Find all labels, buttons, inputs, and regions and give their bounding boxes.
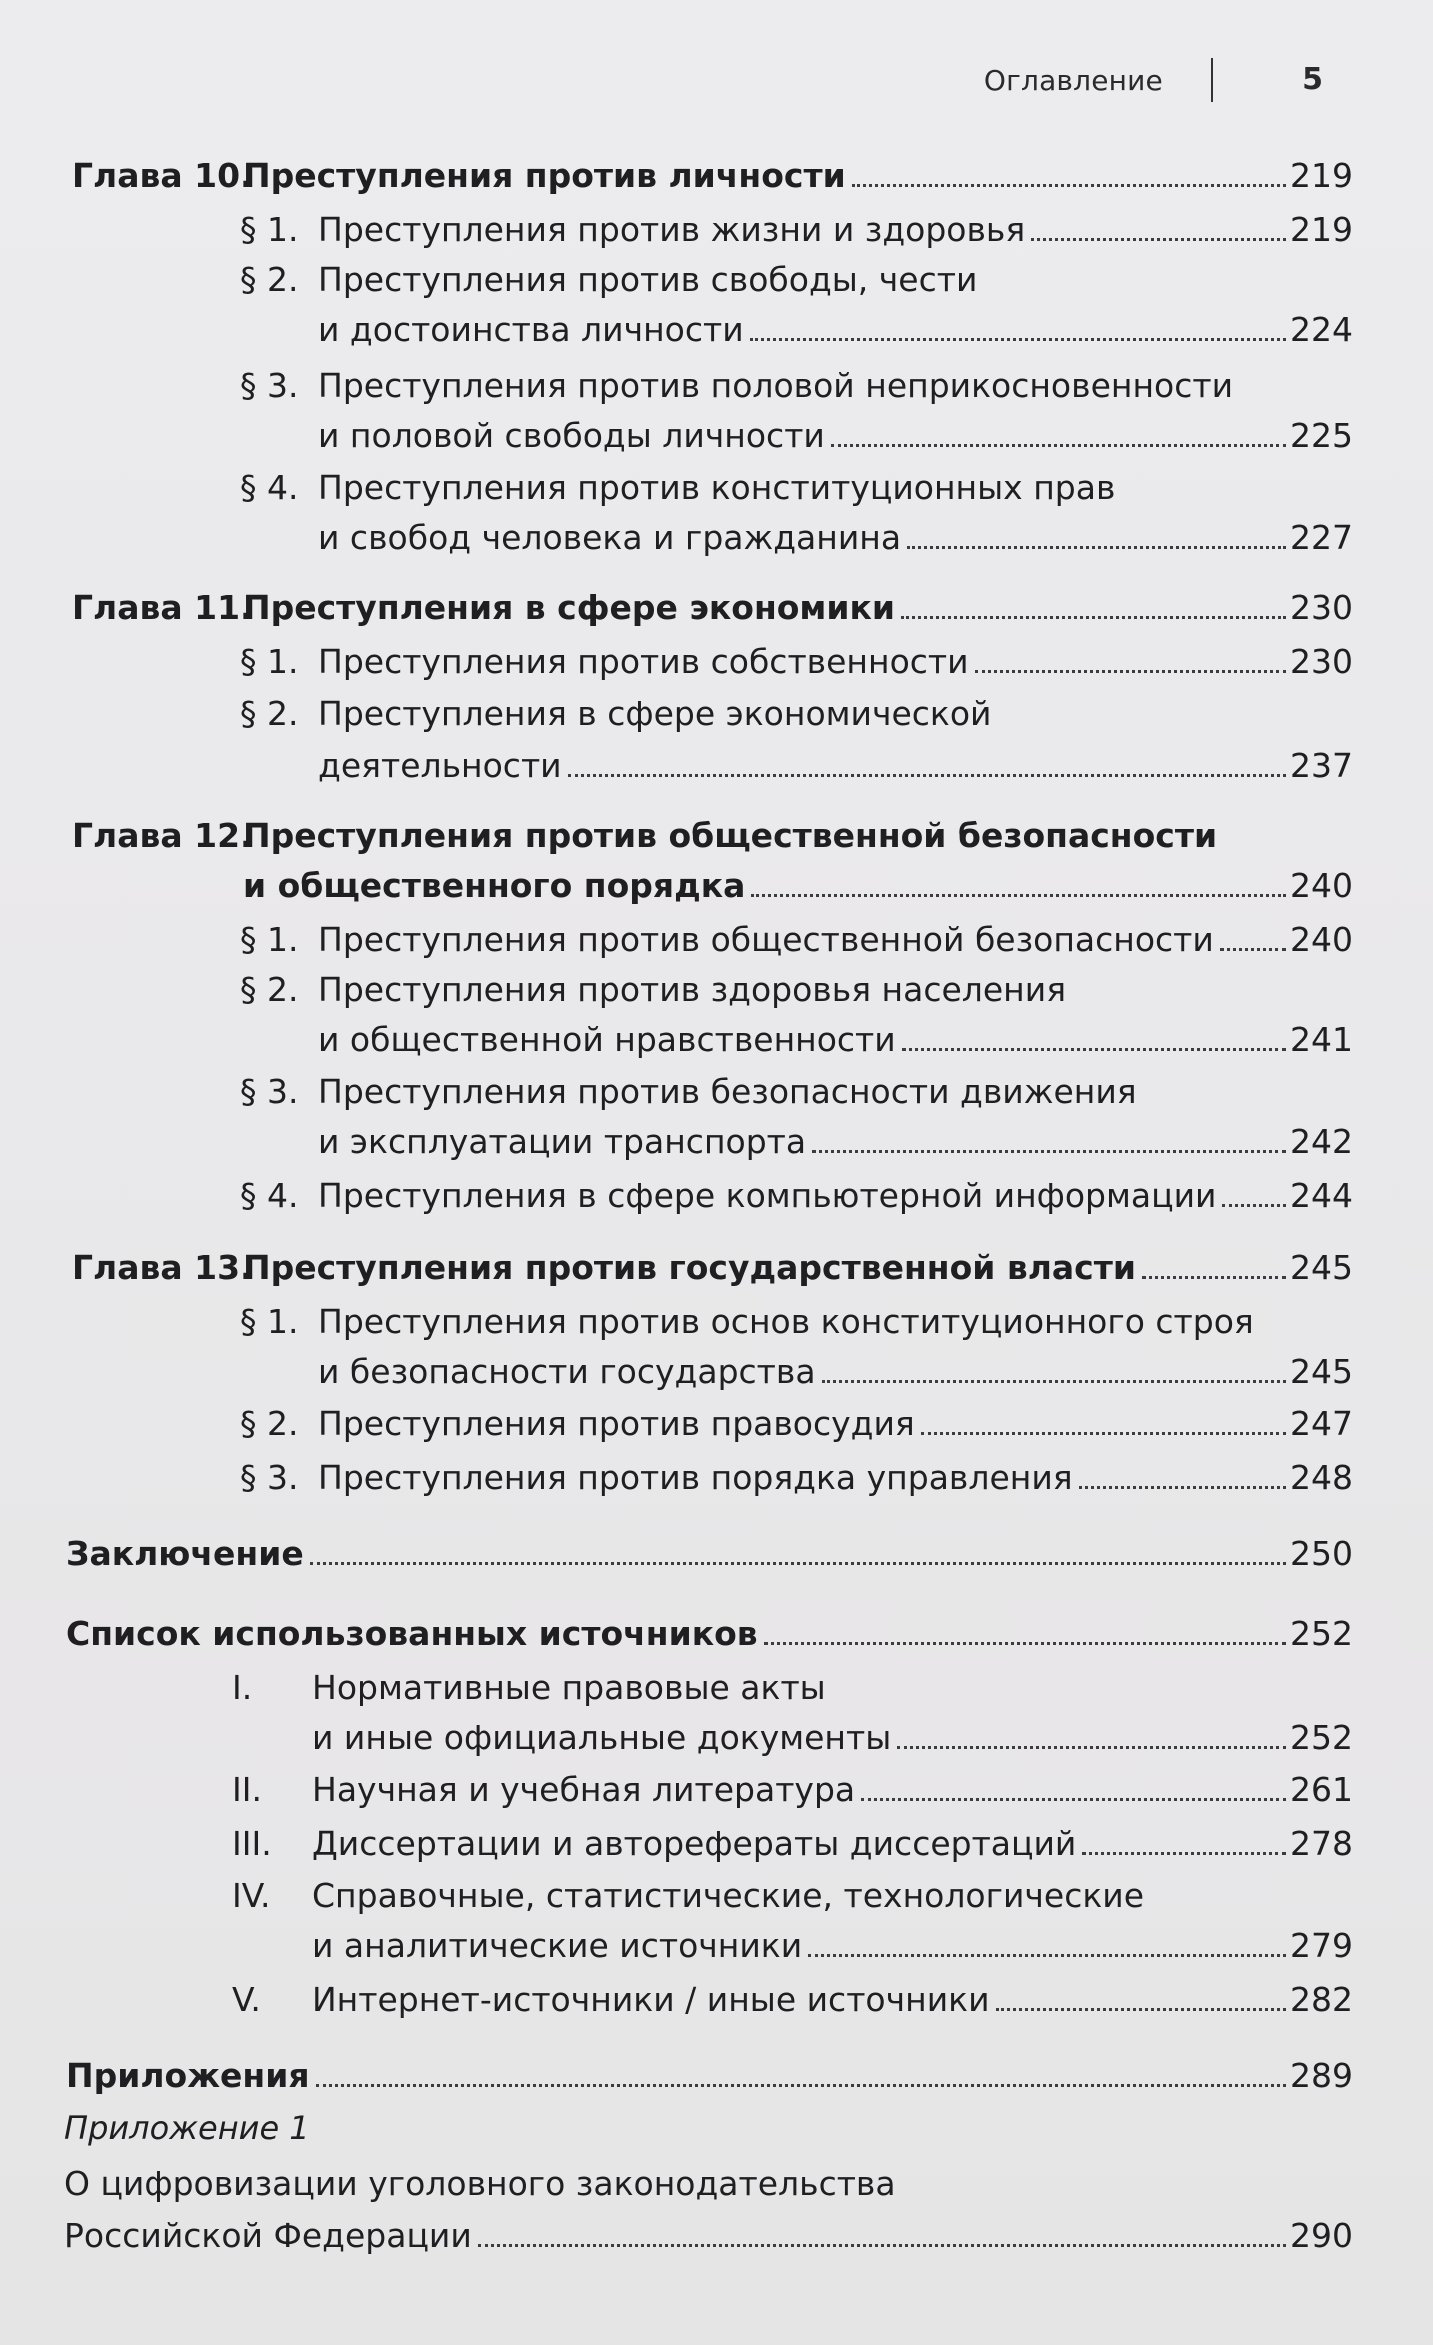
toc-entry [318, 916, 1353, 964]
toc-page-number: 241 [1290, 1020, 1353, 1059]
toc-section[interactable] [0, 206, 1433, 254]
dot-leader [1079, 1486, 1286, 1489]
dot-leader [831, 444, 1286, 447]
toc-title-line: Преступления в сфере экономической [318, 694, 992, 733]
toc-chapter-12[interactable] [0, 812, 1433, 860]
toc-section-number: § 3. [240, 366, 299, 405]
appendix-label: Приложение 1 [64, 2109, 310, 2147]
toc-title-line: Преступления против основ конституционного строя [318, 1302, 1254, 1341]
toc-section-continued[interactable] [0, 412, 1433, 460]
toc-page-number: 240 [1290, 866, 1353, 905]
toc-section[interactable] [0, 1298, 1433, 1346]
toc-entry [318, 638, 1353, 686]
toc-subsection[interactable] [0, 1976, 1433, 2024]
toc-title: и половой свободы личности [318, 416, 825, 455]
toc-section[interactable] [0, 1454, 1433, 1502]
toc-section-continued[interactable] [0, 1016, 1433, 1064]
toc-page-number: 278 [1290, 1824, 1353, 1863]
toc-chapter-number: Глава 11. [72, 588, 253, 627]
toc-section[interactable] [0, 1068, 1433, 1116]
toc-title-line: Преступления против свободы, чести [318, 260, 978, 299]
dot-leader [1222, 1204, 1286, 1207]
toc-chapter-11[interactable] [0, 584, 1433, 632]
dot-leader [568, 774, 1286, 777]
toc-chapter-continued[interactable] [0, 862, 1433, 910]
toc-section[interactable] [0, 464, 1433, 512]
toc-page-number: 261 [1290, 1770, 1353, 1809]
toc-entry [318, 514, 1353, 562]
toc-entry [318, 206, 1353, 254]
toc-entry [318, 412, 1353, 460]
toc-page-number: 240 [1290, 920, 1353, 959]
toc-page-number: 289 [1290, 2056, 1353, 2095]
toc-title: и общественной нравственности [318, 1020, 896, 1059]
toc-title-line: Преступления против общественной безопасности [243, 816, 1218, 855]
toc-entry [318, 1348, 1353, 1396]
toc-page-number: 242 [1290, 1122, 1353, 1161]
toc-title: и свобод человека и гражданина [318, 518, 902, 557]
dot-leader [1031, 238, 1286, 241]
toc-appendix-1-continued[interactable] [0, 2212, 1433, 2260]
toc-roman-number: IV. [232, 1876, 271, 1915]
toc-page-number: 252 [1290, 1718, 1353, 1757]
toc-section-number: § 3. [240, 1072, 299, 1111]
toc-page-number: 252 [1290, 1614, 1353, 1653]
toc-section[interactable] [0, 638, 1433, 686]
toc-section[interactable] [0, 966, 1433, 1014]
toc-title: деятельности [318, 746, 562, 785]
toc-chapter-number: Глава 12. [72, 816, 253, 855]
toc-page-number: 230 [1290, 588, 1353, 627]
toc-title: Преступления против общественной безопасности [318, 920, 1214, 959]
toc-title: и общественного порядка [243, 866, 746, 905]
toc-entry [243, 862, 1353, 910]
toc-title: Список использованных источников [66, 1614, 758, 1653]
toc-section-number: § 2. [240, 970, 299, 1009]
toc-section[interactable] [0, 256, 1433, 304]
toc-entry [66, 1610, 1353, 1658]
toc-title: Приложения [66, 2056, 310, 2095]
dot-leader [316, 2084, 1286, 2087]
toc-subsection-continued[interactable] [0, 1714, 1433, 1762]
toc-title-line: Преступления против здоровья населения [318, 970, 1067, 1009]
toc-subsection[interactable] [0, 1664, 1433, 1712]
toc-roman-number: III. [232, 1824, 272, 1863]
toc-title: Российской Федерации [64, 2216, 472, 2255]
toc-section[interactable] [0, 690, 1433, 738]
toc-subsection[interactable] [0, 1766, 1433, 1814]
dot-leader [921, 1432, 1286, 1435]
toc-section-continued[interactable] [0, 514, 1433, 562]
toc-title: Научная и учебная литература [312, 1770, 856, 1809]
dot-leader [852, 184, 1286, 187]
toc-section-number: § 3. [240, 1458, 299, 1497]
toc-chapter-number: Глава 13. [72, 1248, 253, 1287]
toc-entry [312, 1766, 1353, 1814]
toc-subsection-continued[interactable] [0, 1922, 1433, 1970]
dot-leader [907, 546, 1286, 549]
toc-title: и безопасности государства [318, 1352, 816, 1391]
dot-leader [996, 2008, 1286, 2011]
toc-title-line: О цифровизации уголовного законодательства [64, 2164, 896, 2203]
toc-page-number: 244 [1290, 1176, 1353, 1215]
dot-leader [478, 2244, 1286, 2247]
toc-roman-number: I. [232, 1668, 253, 1707]
toc-section-number: § 2. [240, 260, 299, 299]
toc-roman-number: V. [232, 1980, 261, 2019]
running-header [70, 52, 1353, 108]
toc-section[interactable] [0, 1400, 1433, 1448]
dot-leader [1082, 1852, 1286, 1855]
toc-section-number: § 1. [240, 642, 299, 681]
dot-leader [1142, 1276, 1286, 1279]
toc-section-continued[interactable] [0, 742, 1433, 790]
toc-entry [318, 1172, 1353, 1220]
toc-entry [243, 1244, 1353, 1292]
toc-page-number: 245 [1290, 1248, 1353, 1287]
header-divider [1211, 58, 1213, 102]
toc-title-line: Преступления против безопасности движения [318, 1072, 1137, 1111]
dot-leader [975, 670, 1286, 673]
toc-page-number: 224 [1290, 310, 1353, 349]
toc-title: Преступления против жизни и здоровья [318, 210, 1026, 249]
toc-entry [318, 742, 1353, 790]
dot-leader [751, 894, 1286, 897]
toc-entry [312, 1820, 1353, 1868]
toc-section[interactable] [0, 916, 1433, 964]
dot-leader [812, 1150, 1286, 1153]
toc-subsection[interactable] [0, 1872, 1433, 1920]
toc-entry [243, 152, 1353, 200]
dot-leader [861, 1798, 1286, 1801]
toc-title-line: Преступления против половой неприкосновенности [318, 366, 1234, 405]
toc-entry [312, 1976, 1353, 2024]
toc-title-line: Преступления против конституционных прав [318, 468, 1116, 507]
toc-title: Преступления против правосудия [318, 1404, 915, 1443]
page-number: 5 [1302, 62, 1323, 97]
toc-title: Преступления против порядка управления [318, 1458, 1073, 1497]
toc-entry [66, 2052, 1353, 2100]
dot-leader [901, 616, 1286, 619]
toc-page-number: 219 [1290, 210, 1353, 249]
toc-page-number: 245 [1290, 1352, 1353, 1391]
dot-leader [902, 1048, 1286, 1051]
toc-entry [318, 1400, 1353, 1448]
toc-conclusion[interactable] [0, 1530, 1433, 1578]
toc-appendix-label [0, 2104, 1433, 2152]
toc-chapter-10[interactable] [0, 152, 1433, 200]
toc-section-number: § 1. [240, 210, 299, 249]
toc-title: Преступления в сфере экономики [243, 588, 896, 627]
toc-entry [64, 2212, 1353, 2260]
toc-references[interactable] [0, 1610, 1433, 1658]
toc-page-number: 250 [1290, 1534, 1353, 1573]
toc-title: Диссертации и авторефераты диссертаций [312, 1824, 1077, 1863]
toc-title: и достоинства личности [318, 310, 744, 349]
toc-title-line: Нормативные правовые акты [312, 1668, 826, 1707]
toc-title: Заключение [66, 1534, 304, 1573]
toc-appendix-1[interactable] [0, 2160, 1433, 2208]
toc-section-number: § 1. [240, 920, 299, 959]
toc-section[interactable] [0, 1172, 1433, 1220]
toc-title: Преступления в сфере компьютерной информации [318, 1176, 1217, 1215]
toc-entry [318, 306, 1353, 354]
toc-page-number: 237 [1290, 746, 1353, 785]
toc-entry [66, 1530, 1353, 1578]
toc-entry [312, 1714, 1353, 1762]
dot-leader [822, 1380, 1286, 1383]
toc-page-number: 282 [1290, 1980, 1353, 2019]
toc-entry [318, 1016, 1353, 1064]
toc-title: Интернет-источники / иные источники [312, 1980, 990, 2019]
dot-leader [310, 1562, 1286, 1565]
toc-entry [243, 584, 1353, 632]
toc-roman-number: II. [232, 1770, 262, 1809]
toc-title: Преступления против государственной власти [243, 1248, 1136, 1287]
toc-section-number: § 2. [240, 1404, 299, 1443]
toc-section-number: § 4. [240, 1176, 299, 1215]
toc-page-number: 290 [1290, 2216, 1353, 2255]
toc-appendices[interactable] [0, 2052, 1433, 2100]
toc-page-number: 227 [1290, 518, 1353, 557]
toc-section-number: § 2. [240, 694, 299, 733]
toc-title: и аналитические источники [312, 1926, 803, 1965]
toc-page-number: 219 [1290, 156, 1353, 195]
dot-leader [897, 1746, 1286, 1749]
toc-title: Преступления против собственности [318, 642, 969, 681]
toc-entry [318, 1454, 1353, 1502]
toc-title-line: Справочные, статистические, технологические [312, 1876, 1145, 1915]
dot-leader [1220, 948, 1286, 951]
toc-entry [318, 1118, 1353, 1166]
toc-title: Преступления против личности [243, 156, 846, 195]
toc-page-number: 230 [1290, 642, 1353, 681]
running-header-title: Оглавление [983, 64, 1163, 97]
toc-section[interactable] [0, 362, 1433, 410]
toc-section-continued[interactable] [0, 1348, 1433, 1396]
toc-subsection[interactable] [0, 1820, 1433, 1868]
toc-page-number: 248 [1290, 1458, 1353, 1497]
dot-leader [764, 1642, 1286, 1645]
toc-section-continued[interactable] [0, 306, 1433, 354]
toc-title: и иные официальные документы [312, 1718, 892, 1757]
toc-page-number: 247 [1290, 1404, 1353, 1443]
toc-section-continued[interactable] [0, 1118, 1433, 1166]
toc-chapter-number: Глава 10. [72, 156, 253, 195]
toc-chapter-13[interactable] [0, 1244, 1433, 1292]
toc-page-number: 225 [1290, 416, 1353, 455]
toc-page-number: 279 [1290, 1926, 1353, 1965]
dot-leader [808, 1954, 1286, 1957]
toc-title: и эксплуатации транспорта [318, 1122, 807, 1161]
dot-leader [750, 338, 1286, 341]
toc-entry [312, 1922, 1353, 1970]
toc-section-number: § 1. [240, 1302, 299, 1341]
toc-section-number: § 4. [240, 468, 299, 507]
